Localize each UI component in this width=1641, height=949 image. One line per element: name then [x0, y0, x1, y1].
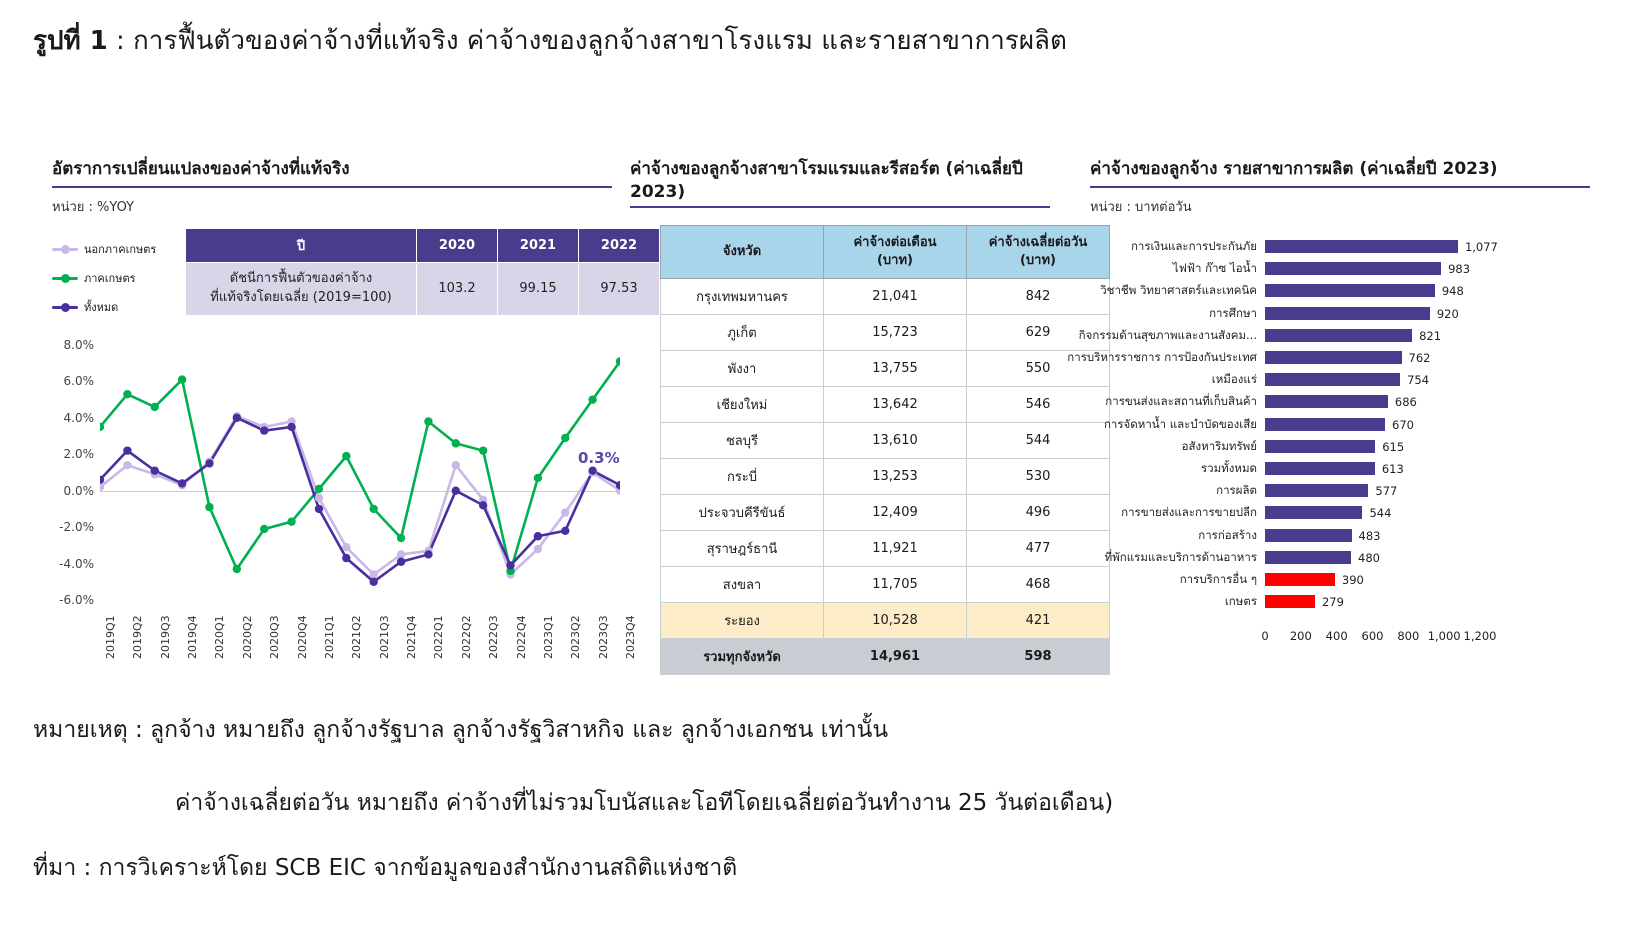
data-point [479, 501, 487, 509]
wage-day-cell: 550 [967, 351, 1110, 387]
bar [1265, 418, 1385, 431]
bar-category-label: การศึกษา [1209, 305, 1257, 320]
panel1-heading: อัตราการเปลี่ยนแปลงของค่าจ้างที่แท้จริง [52, 155, 612, 188]
province-cell: ประจวบคีรีขันธ์ [661, 495, 824, 531]
bar-category-label: การขายส่งและการขายปลีก [1121, 505, 1257, 520]
table-row [661, 567, 1110, 603]
bar [1265, 506, 1362, 519]
table-header-cell: จังหวัด [661, 226, 824, 279]
hotel-wage-table [660, 225, 1110, 675]
wage-month-cell: 13,253 [824, 459, 967, 495]
bar-category-label: เกษตร [1224, 594, 1257, 609]
bar-category-label: การผลิต [1216, 483, 1257, 498]
y-tick-label: -2.0% [59, 520, 94, 535]
bar-value-label: 762 [1408, 351, 1431, 365]
bar-value-label: 279 [1321, 595, 1344, 610]
data-point [588, 466, 596, 474]
note-line-2: ค่าจ้างเฉลี่ยต่อวัน หมายถึง ค่าจ้างที่ไม่รวมโบนัสและโอทีโดยเฉลี่ยต่อวันทำงาน 25 วันต่อเดือน) [175, 790, 1114, 816]
wage-month-cell: 12,409 [824, 495, 967, 531]
bar [1265, 529, 1352, 542]
bar-value-label: 480 [1358, 550, 1380, 565]
bar-category-label: อสังหาริมทรัพย์ [1181, 438, 1257, 453]
x-tick-label: 2022Q4 [514, 615, 528, 659]
chart-legend [52, 240, 182, 327]
data-point [123, 390, 131, 398]
data-point [561, 508, 569, 516]
data-point [588, 395, 596, 403]
table-row [661, 531, 1110, 567]
data-point [534, 474, 542, 482]
bar-value-label: 983 [1448, 262, 1471, 277]
legend-item [52, 240, 182, 258]
bar-category-label: การก่อสร้าง [1198, 527, 1257, 542]
data-point [342, 452, 350, 460]
wage-month-cell: 15,723 [824, 315, 967, 351]
x-tick-label: 2020Q3 [268, 615, 282, 659]
bar-value-label: 821 [1419, 328, 1442, 343]
bar [1265, 240, 1458, 253]
bar-category-label: ไฟฟ้า ก๊าซ ไอน้ำ [1172, 261, 1257, 276]
y-tick-label: 4.0% [63, 410, 94, 425]
wage-month-cell: 21,041 [824, 279, 967, 315]
bar [1265, 551, 1351, 564]
table-row [661, 423, 1110, 459]
wage-month-cell: 11,705 [824, 567, 967, 603]
data-point [342, 554, 350, 562]
y-tick-label: 2.0% [63, 447, 94, 462]
province-cell: พังงา [661, 351, 824, 387]
legend-item [52, 269, 182, 287]
table-row [661, 495, 1110, 531]
data-point [287, 423, 295, 431]
wage-day-cell: 546 [967, 387, 1110, 423]
data-point [424, 550, 432, 558]
table-header-cell: ค่าจ้างเฉลี่ยต่อวัน (บาท) [967, 226, 1110, 279]
data-point [397, 550, 405, 558]
data-point [151, 466, 159, 474]
x-tick-label: 2020Q4 [295, 615, 309, 659]
table-cell: 103.2 [417, 263, 498, 316]
table-header-cell: 2022 [579, 229, 660, 263]
bar-x-tick-label: 400 [1325, 629, 1348, 644]
data-point [561, 527, 569, 535]
note-line-1: หมายเหตุ : ลูกจ้าง หมายถึง ลูกจ้างรัฐบาล ลูกจ้างรัฐวิสาหกิจ และ ลูกจ้างเอกชน เท่านั้น [33, 717, 889, 743]
table-cell: 97.53 [579, 263, 660, 316]
data-point [342, 543, 350, 551]
legend-label: ทั้งหมด [84, 301, 119, 314]
data-point [397, 534, 405, 542]
data-point [233, 414, 241, 422]
table-row-label: ดัชนีการฟื้นตัวของค่าจ้าง ที่แท้จริงโดยเฉลี่ย (2019=100) [186, 263, 417, 316]
bar [1265, 595, 1315, 608]
x-tick-label: 2020Q2 [240, 615, 254, 659]
line-นอกภาคเกษตร [100, 416, 620, 574]
horizontal-bar-chart [1067, 228, 1590, 648]
wage-day-cell: 598 [967, 639, 1110, 675]
bar [1265, 462, 1375, 475]
y-axis [52, 338, 98, 607]
x-tick-label: 2019Q2 [131, 615, 145, 659]
bar [1265, 573, 1335, 586]
data-point [561, 434, 569, 442]
data-point [479, 446, 487, 454]
chart-annotation: 0.3% [578, 449, 620, 468]
bar-category-label: วิชาชีพ วิทยาศาสตร์และเทคนิค [1100, 283, 1257, 298]
x-tick-label: 2019Q3 [158, 615, 172, 659]
table-row [661, 315, 1110, 351]
wage-month-cell: 13,610 [824, 423, 967, 459]
y-tick-label: 8.0% [63, 338, 94, 352]
bar-value-label: 483 [1358, 528, 1381, 543]
x-tick-label: 2021Q3 [377, 615, 391, 659]
data-point [452, 461, 460, 469]
figure-title [33, 20, 1067, 61]
data-point [534, 532, 542, 540]
wage-day-cell: 477 [967, 531, 1110, 567]
bar-x-tick-label: 0 [1261, 629, 1269, 644]
bar-category-label: การขนส่งและสถานที่เก็บสินค้า [1105, 394, 1257, 409]
data-point [424, 417, 432, 425]
legend-item [52, 298, 182, 316]
wage-month-cell: 11,921 [824, 531, 967, 567]
table-row [661, 639, 1110, 675]
data-point [397, 558, 405, 566]
province-cell: เชียงใหม่ [661, 387, 824, 423]
data-point [452, 487, 460, 495]
province-cell: สงขลา [661, 567, 824, 603]
x-tick-label: 2021Q2 [350, 615, 364, 659]
recovery-index-table [185, 228, 741, 316]
bar-value-label: 390 [1341, 573, 1364, 587]
bar-category-label: การจัดหาน้ำ และบำบัดของเสีย [1103, 416, 1257, 431]
table-cell: 99.15 [498, 263, 579, 316]
note-source: ที่มา : การวิเคราะห์โดย SCB EIC จากข้อมูลของสำนักงานสถิติแห่งชาติ [33, 855, 738, 881]
data-point [287, 517, 295, 525]
bar-x-tick-label: 1,200 [1463, 629, 1497, 644]
bar-category-label: เหมืองแร่ [1211, 372, 1257, 387]
data-point [123, 461, 131, 469]
y-tick-label: 6.0% [63, 374, 94, 389]
province-cell: ระยอง [661, 603, 824, 639]
wage-day-cell: 629 [967, 315, 1110, 351]
bar [1265, 484, 1368, 497]
y-tick-label: -4.0% [59, 556, 94, 571]
bar [1265, 440, 1375, 453]
legend-label: ภาคเกษตร [84, 272, 136, 285]
data-point [178, 479, 186, 487]
data-point [315, 505, 323, 513]
bar-value-label: 615 [1382, 439, 1405, 454]
legend-swatch [52, 277, 78, 280]
bar [1265, 329, 1412, 342]
x-tick-label: 2022Q3 [487, 615, 501, 659]
bar-category-label: การบริการอื่น ๆ [1179, 572, 1257, 586]
wage-day-cell: 496 [967, 495, 1110, 531]
bar-x-tick-label: 600 [1361, 629, 1384, 644]
panel3-heading: ค่าจ้างของลูกจ้าง รายสาขาการผลิต (ค่าเฉลี่ยปี 2023) [1090, 155, 1590, 188]
bar [1265, 373, 1400, 386]
x-tick-label: 2022Q2 [459, 615, 473, 659]
data-point [205, 459, 213, 467]
legend-swatch [52, 306, 78, 309]
bar [1265, 284, 1435, 297]
data-point [205, 503, 213, 511]
province-cell: รวมทุกจังหวัด [661, 639, 824, 675]
province-cell: ชลบุรี [661, 423, 824, 459]
bar-value-label: 613 [1381, 462, 1404, 476]
panel2-heading: ค่าจ้างของลูกจ้างสาขาโรมแรมและรีสอร์ต (ค่าเฉลี่ยปี 2023) [630, 155, 1050, 208]
wage-month-cell: 13,755 [824, 351, 967, 387]
x-tick-label: 2019Q4 [186, 615, 200, 659]
data-point [369, 578, 377, 586]
bar-category-label: กิจกรรมด้านสุขภาพและงานสังคม... [1078, 327, 1257, 342]
table-header-cell: 2020 [417, 229, 498, 263]
province-cell: กรุงเทพมหานคร [661, 279, 824, 315]
panel1-unit: หน่วย : %YOY [52, 200, 135, 215]
figure-label: รูปที่ 1 [33, 26, 108, 56]
y-tick-label: -6.0% [59, 593, 94, 607]
legend-swatch [52, 248, 78, 251]
data-point [315, 494, 323, 502]
bar-x-tick-label: 800 [1397, 629, 1420, 644]
x-tick-label: 2021Q4 [405, 615, 419, 659]
panel3-unit: หน่วย : บาทต่อวัน [1090, 200, 1192, 215]
data-point [260, 525, 268, 533]
bar-value-label: 670 [1392, 417, 1414, 432]
bar [1265, 262, 1441, 275]
legend-label: นอกภาคเกษตร [84, 243, 157, 256]
wage-month-cell: 10,528 [824, 603, 967, 639]
bar-x-tick-label: 200 [1289, 629, 1312, 644]
bar-x-tick-label: 1,000 [1427, 629, 1461, 644]
panel-sector-wage [1090, 155, 1590, 217]
x-tick-label: 2023Q3 [596, 615, 610, 659]
wage-day-cell: 530 [967, 459, 1110, 495]
plot-area [100, 345, 620, 600]
line-ภาคเกษตร [100, 361, 620, 570]
data-point [369, 570, 377, 578]
province-cell: ภูเก็ต [661, 315, 824, 351]
table-header-cell: ปี [186, 229, 417, 263]
wage-month-cell: 13,642 [824, 387, 967, 423]
table-row [661, 603, 1110, 639]
bar [1265, 307, 1430, 320]
x-tick-label: 2023Q1 [541, 615, 555, 659]
province-cell: กระบี่ [661, 459, 824, 495]
x-tick-label: 2023Q2 [569, 615, 583, 659]
panel-hotel-wage [630, 155, 1050, 208]
data-point [178, 375, 186, 383]
data-point [123, 446, 131, 454]
x-tick-label: 2020Q1 [213, 615, 227, 659]
x-tick-label: 2021Q1 [322, 615, 336, 659]
x-tick-label: 2023Q4 [624, 615, 637, 659]
bar-value-label: 1,077 [1464, 240, 1498, 254]
line-series-group [100, 345, 620, 600]
panel-real-wage [52, 155, 612, 217]
data-point [452, 439, 460, 447]
table-row [661, 279, 1110, 315]
wage-day-cell: 421 [967, 603, 1110, 639]
x-tick-label: 2019Q1 [104, 615, 117, 659]
province-cell: สุราษฎร์ธานี [661, 531, 824, 567]
bar-value-label: 948 [1441, 284, 1464, 299]
data-point [506, 561, 514, 569]
bar [1265, 351, 1402, 364]
bar-category-label: รวมทั้งหมด [1200, 461, 1257, 475]
line-ทั้งหมด [100, 418, 620, 582]
figure-title-text: : การฟื้นตัวของค่าจ้างที่แท้จริง ค่าจ้างของลูกจ้างสาขาโรงแรม และรายสาขาการผลิต [107, 26, 1067, 56]
x-axis [100, 603, 637, 665]
x-tick-label: 2022Q1 [432, 615, 446, 659]
bar-category-label: การเงินและการประกันภัย [1130, 239, 1257, 253]
data-point [369, 505, 377, 513]
bar-value-label: 686 [1394, 395, 1417, 410]
bar [1265, 395, 1388, 408]
wage-month-cell: 14,961 [824, 639, 967, 675]
table-header-cell: 2021 [498, 229, 579, 263]
table-row [661, 459, 1110, 495]
data-point [260, 426, 268, 434]
table-header-cell: ค่าจ้างต่อเดือน (บาท) [824, 226, 967, 279]
table-row [661, 351, 1110, 387]
bar-value-label: 920 [1436, 306, 1459, 321]
wage-day-cell: 544 [967, 423, 1110, 459]
wage-day-cell: 842 [967, 279, 1110, 315]
bar-value-label: 754 [1407, 373, 1430, 388]
wage-day-cell: 468 [967, 567, 1110, 603]
data-point [534, 545, 542, 553]
y-tick-label: 0.0% [63, 483, 94, 498]
bar-category-label: ที่พักแรมและบริการด้านอาหาร [1104, 549, 1257, 564]
bar-value-label: 544 [1369, 506, 1392, 521]
data-point [233, 565, 241, 573]
bar-category-label: การบริหารราชการ การป้องกันประเทศ [1067, 350, 1257, 364]
bar-value-label: 577 [1375, 484, 1398, 499]
line-chart [52, 338, 637, 665]
table-row [661, 387, 1110, 423]
data-point [151, 403, 159, 411]
data-point [315, 485, 323, 493]
